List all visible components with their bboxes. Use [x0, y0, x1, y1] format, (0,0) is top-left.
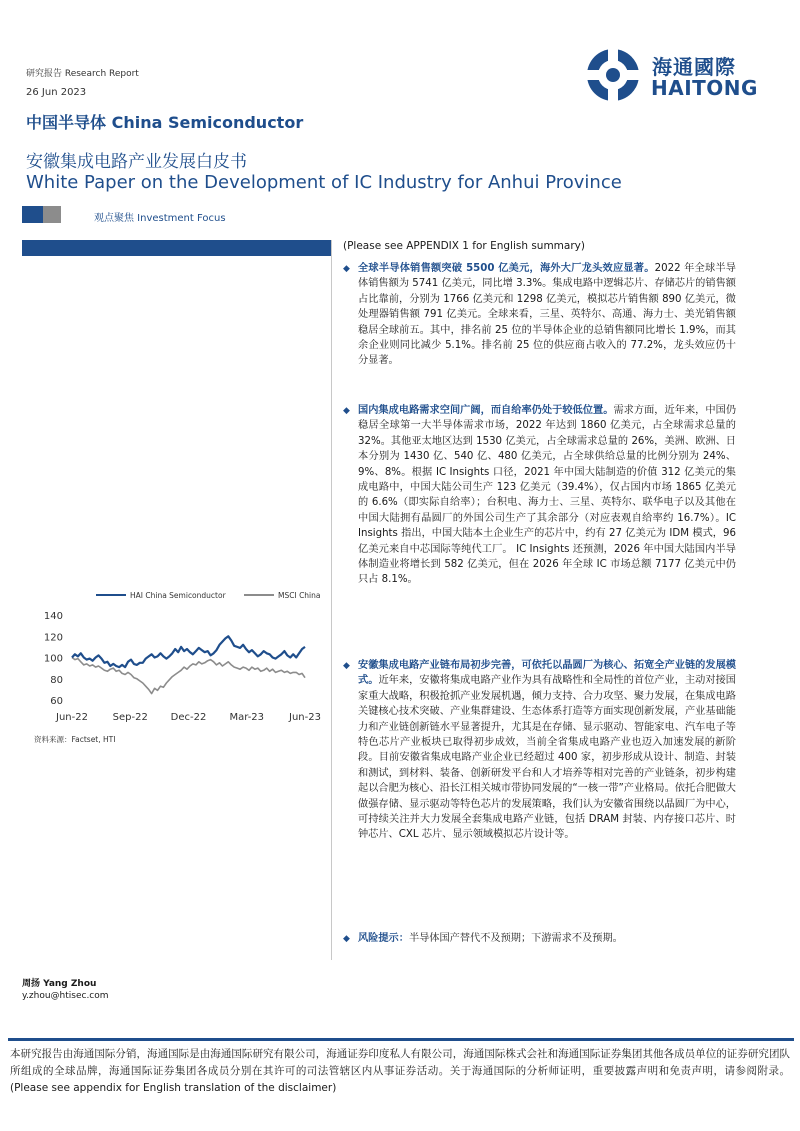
y-tick-label: 120 — [43, 632, 63, 644]
bullet-risk — [358, 931, 736, 946]
logo-text-english: HAITONG — [651, 76, 758, 100]
disclaimer-text: 本研究报告由海通国际分销，海通国际是由海通国际研究有限公司，海通证券印度私人有限公司，海通国际株式会社和海通国际证券集团其他各成员单位的证券研究团队所组成的全球品牌，海通国际证券集团各成员分别在其许可的司法管辖区内从事证券活动。关于海通国际的分析师证明，重要披露声明和免责声明，请参阅附录。(Please see appendix for English translation of the disclaimer) — [10, 1048, 790, 1094]
y-tick-label: 100 — [43, 653, 63, 665]
x-tick-label: Dec-22 — [170, 712, 207, 723]
bullet-icon: ◆ — [343, 406, 350, 416]
bullet-icon: ◆ — [343, 934, 350, 944]
bullet-lead: 全球半导体销售额突破 5500 亿美元，海外大厂龙头效应显著。 — [358, 263, 655, 274]
bullet-body: 需求方面，近年来，中国仍稳居全球第一大半导体需求市场，2022 年达到 1860 亿美元，占全球需求总量的 32%。其他亚太地区达到 1530 亿美元，占全球需求总量的 26%，美洲、欧洲、日本分别为 1430 亿、540 亿、480 亿美元，占全球供给总量的比例分别为 24%、9%、8%。根据 IC Insights 口径，2021 年中国大陆制造的价值 312 亿美元的集成电路中，中国大陆公司生产 123 亿美元（39.4%），仅占国内市场 1865 亿美元的 6.6%（即实际自给率）；台积电、海力士、三星、英特尔、联华电子以及其他在中国大陆拥有晶圆厂的外国公司生产了其余部分（对应表观自给率约 16.7%）。IC Insights 指出，中国大陆本土企业生产的芯片中，约有 27 亿美元为 IDM 模式，96 亿美元来自中芯国际等纯代工厂。 IC Insights 还预测，2026 年中国大陆国内半导体制造业将增长到 582 亿美元，但在 2026 年全球 IC 市场总额 7177 亿美元中仍只占 8.1%。 — [358, 405, 737, 586]
x-tick-label: Mar-23 — [229, 712, 265, 723]
investment-focus-label: 观点聚焦 Investment Focus — [94, 213, 226, 224]
footer-divider — [8, 1038, 794, 1041]
title-chinese: 安徽集成电路产业发展白皮书 — [26, 152, 247, 172]
bullet-icon: ◆ — [343, 661, 350, 671]
y-tick-label: 80 — [50, 674, 63, 686]
y-tick-label: 140 — [43, 611, 63, 622]
series-line — [72, 636, 305, 667]
bullet-anhui-chain — [358, 658, 736, 843]
bullet-domestic-demand — [358, 403, 736, 588]
analyst-name: 周扬 Yang Zhou — [22, 979, 97, 989]
bullet-lead: 风险提示： — [358, 933, 409, 944]
price-performance-chart — [30, 585, 330, 725]
legend-label: HAI China Semiconductor — [130, 591, 226, 600]
logo-text-chinese: 海通國際 — [652, 55, 736, 79]
report-date: 26 Jun 2023 — [26, 87, 87, 98]
legend-label: MSCI China — [278, 591, 321, 600]
x-tick-label: Jun-23 — [289, 712, 321, 723]
y-tick-label: 60 — [50, 696, 63, 707]
bullet-icon: ◆ — [343, 264, 350, 274]
bullet-body: 半导体国产替代不及预期；下游需求不及预期。 — [408, 933, 623, 944]
focus-marker-blue — [22, 206, 43, 223]
title-english: White Paper on the Development of IC Industry for Anhui Province — [26, 172, 622, 193]
bullet-body: 近年来，安徽将集成电路产业作为具有战略性和全局性的首位产业，主动对接国家重大战略，积极抢抓产业发展机遇，倾力支持、合力攻坚、聚力发展，在集成电路关键核心技术突破、产业集群建设、生态体系打造等方面实现创新发展，产业基础能力和产业链创新链水平显著提升，尤其是在存储、显示驱动、智能家电、汽车电子等特色芯片产业板块已取得初步成效，当前全省集成电路产业也迈入加速发展的新阶段。目前安徽省集成电路产业企业已经超过 400 家，初步形成从设计、制造、封装和测试，到材料、装备、创新研发平台和人才培养等相对完善的产业链条，初步构建起以合肥为核心、沿长江相关城市带协同发展的“一核一带”产业格局。依托合肥做大做强存储、显示驱动等特色芯片的发展策略，我们认为安徽省围绕以晶圆厂为中心，可持续关注并大力发展全套集成电路产业链，包括 DRAM 封装、内存接口芯片、时钟芯片、CXL 芯片、显示领域模拟芯片设计等。 — [358, 675, 736, 841]
x-tick-label: Sep-22 — [112, 712, 148, 723]
focus-marker-gray — [43, 206, 61, 223]
left-header-bar — [22, 240, 331, 256]
x-tick-label: Jun-22 — [56, 712, 88, 723]
chart-source: 资料来源：Factset, HTI — [34, 735, 116, 744]
bullet-global-sales — [358, 261, 736, 369]
bullet-body: 2022 年全球半导体销售额为 5741 亿美元，同比增 3.3%。集成电路中逻辑芯片、存储芯片的销售额占比靠前，分别为 1766 亿美元和 1298 亿美元，模拟芯片销售额 890 亿美元，微处理器销售额 791 亿美元。全球来看，三星、英特尔、高通、海力士、美光销售额稳居全球前五。其中，排名前 25 位的半导体企业的总销售额同比增长 1.9%，而其余企业则同比减少 5.1%。排名前 25 位的供应商占收入的 77.2%，龙头效应仍十分显著。 — [358, 263, 736, 367]
appendix-note: (Please see APPENDIX 1 for English summary) — [343, 240, 585, 252]
bullet-lead: 安徽集成电路产业链布局初步完善，可依托以晶圆厂为核心、拓宽全产业链的发展模式。 — [358, 660, 736, 687]
sector-title: 中国半导体 China Semiconductor — [26, 113, 304, 132]
analyst-email: y.zhou@htisec.com — [22, 991, 109, 1001]
report-type: 研究报告 Research Report — [26, 69, 139, 79]
column-divider — [331, 240, 332, 960]
bullet-lead: 国内集成电路需求空间广阔，而自给率仍处于较低位置。 — [358, 405, 614, 416]
